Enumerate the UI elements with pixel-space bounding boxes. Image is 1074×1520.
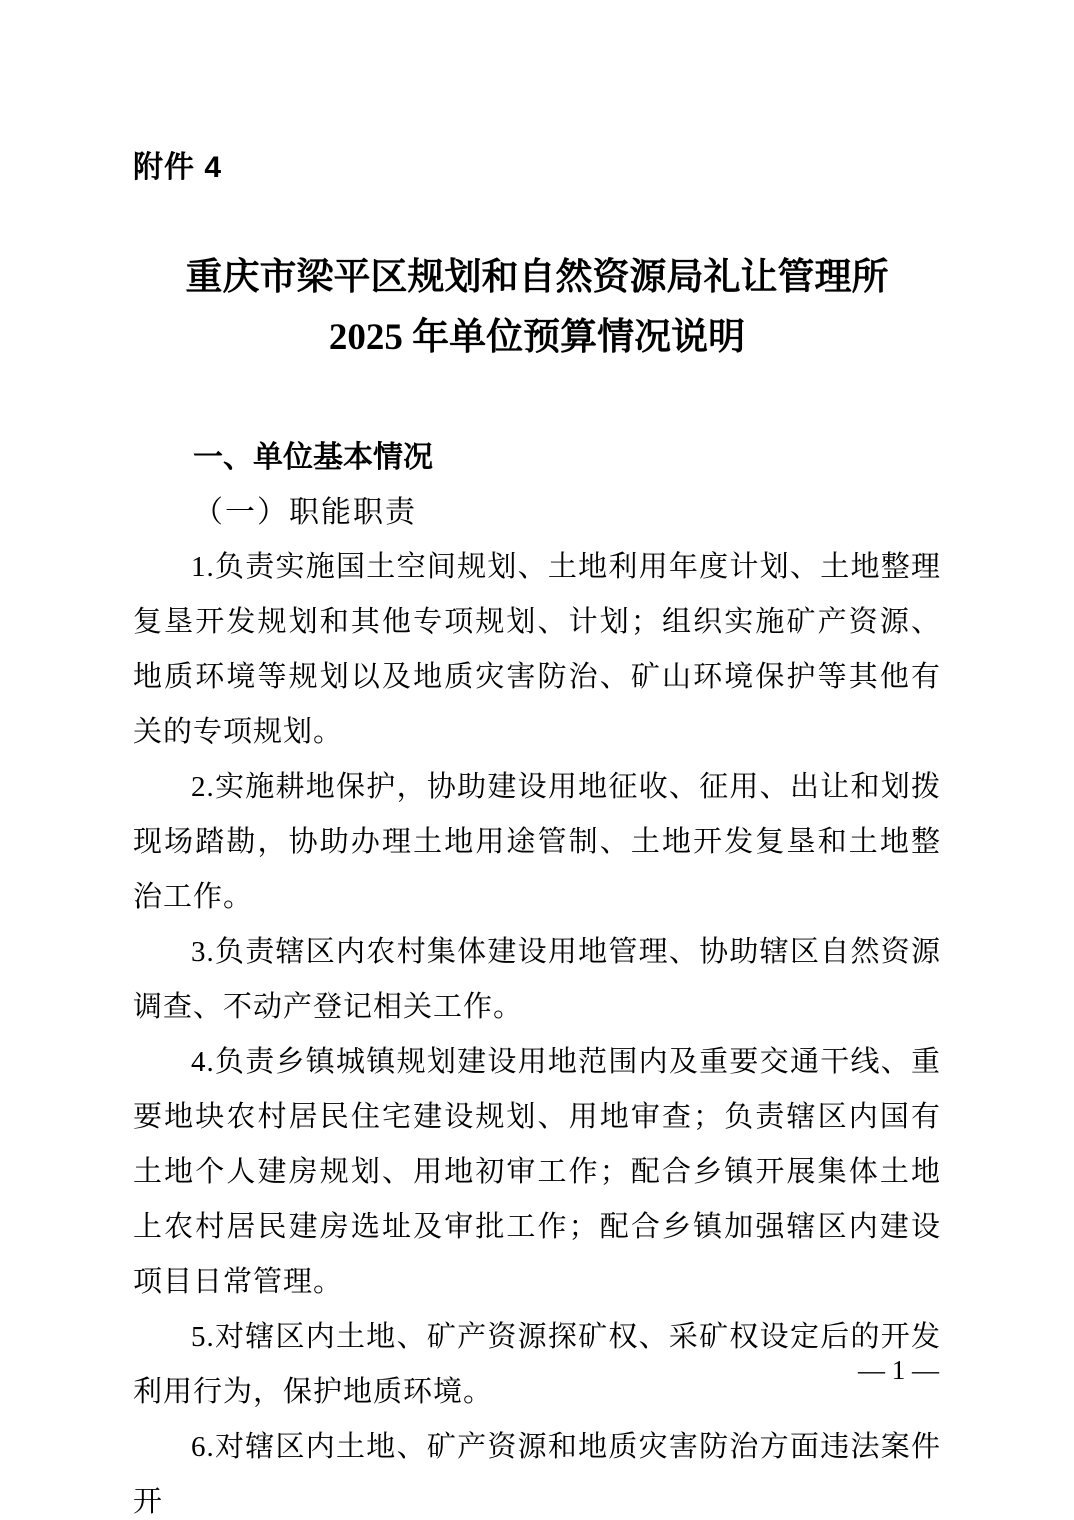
- paragraph-duty-5: 5.对辖区内土地、矿产资源探矿权、采矿权设定后的开发利用行为，保护地质环境。: [133, 1321, 941, 1408]
- attachment-label: 附件 4: [133, 151, 223, 184]
- document-title-line2: 2025 年单位预算情况说明: [328, 317, 746, 358]
- paragraph-duty-1: 1.负责实施国土空间规划、土地利用年度计划、土地整理复垦开发规划和其他专项规划、计划；组织实施矿产资源、地质环境等规划以及地质灾害防治、矿山环境保护等其他有关的专项规划。: [133, 551, 941, 748]
- paragraph-duty-6: 6.对辖区内土地、矿产资源和地质灾害防治方面违法案件开: [133, 1431, 941, 1518]
- paragraph-duty-4: 4.负责乡镇城镇规划建设用地范围内及重要交通干线、重要地块农村居民住宅建设规划、用地审查；负责辖区内国有土地个人建房规划、用地初审工作；配合乡镇开展集体土地上农村居民建房选址及审批工作；配合乡镇加强辖区内建设项目日常管理。: [133, 1046, 941, 1298]
- subsection-heading-duties: （一）职能职责: [193, 496, 417, 529]
- document-title-line1: 重庆市梁平区规划和自然资源局礼让管理所: [185, 257, 889, 298]
- paragraph-duty-3: 3.负责辖区内农村集体建设用地管理、协助辖区自然资源调查、不动产登记相关工作。: [133, 936, 941, 1023]
- paragraph-duty-2: 2.实施耕地保护，协助建设用地征收、征用、出让和划拨现场踏勘，协助办理土地用途管制、土地开发复垦和土地整治工作。: [133, 771, 941, 913]
- document-title: [133, 248, 941, 368]
- body-text: [133, 540, 941, 1520]
- section-heading-basic-info: 一、单位基本情况: [193, 441, 433, 474]
- page-number: — 1 —: [858, 1355, 939, 1385]
